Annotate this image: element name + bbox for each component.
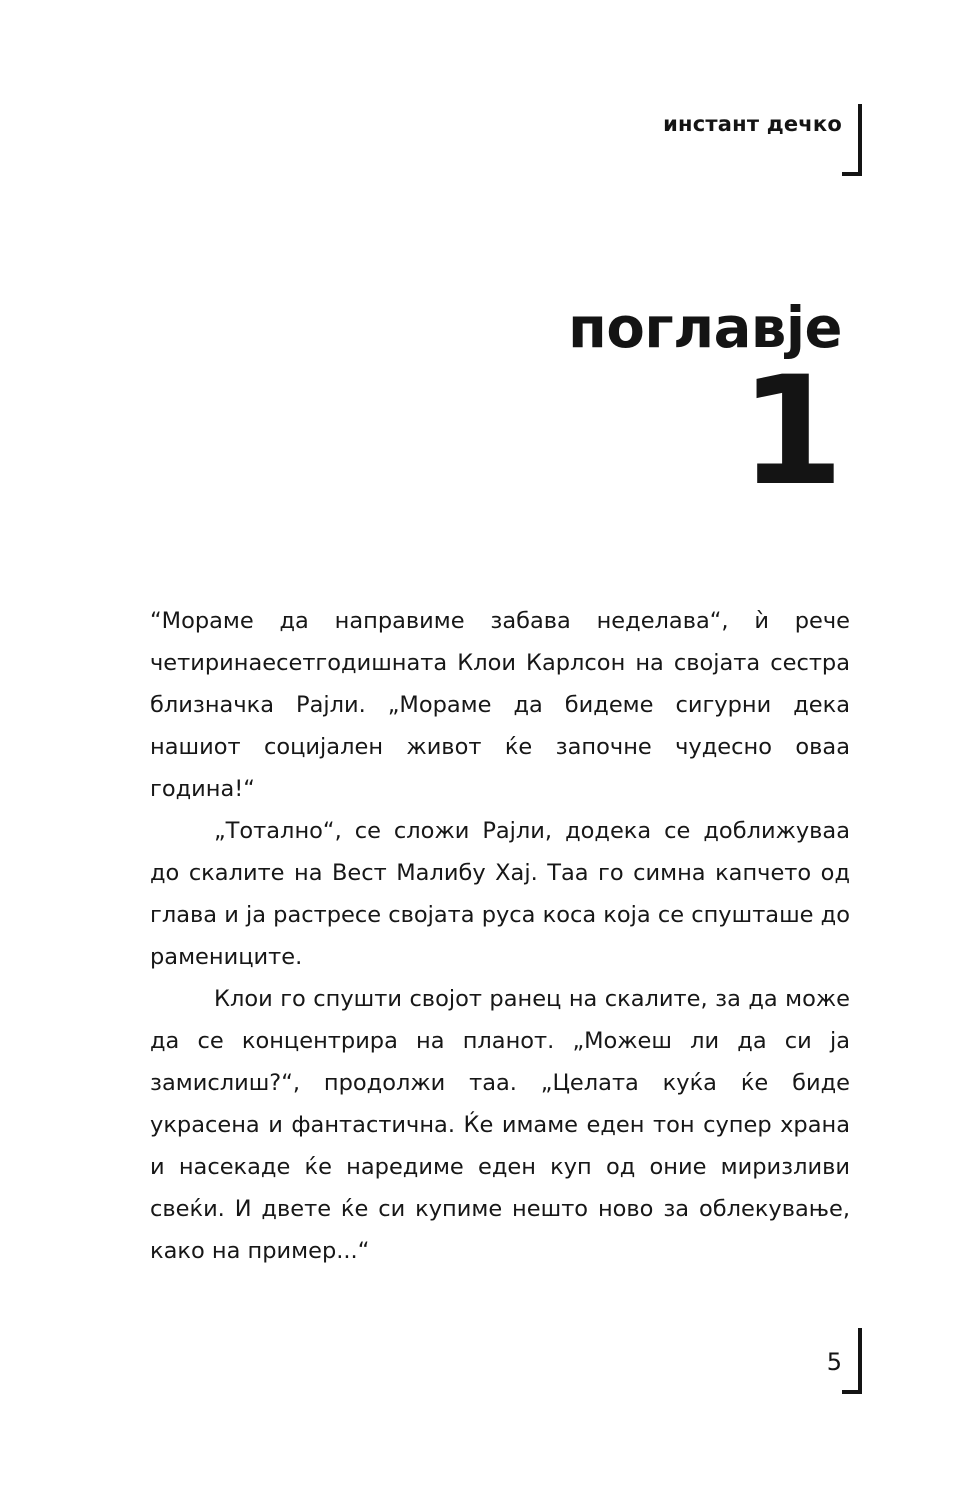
chapter-number: 1 (739, 345, 842, 520)
chapter-label: поглавје (568, 296, 842, 361)
running-head: инстант дечко (663, 112, 842, 136)
page-number: 5 (826, 1348, 842, 1376)
decorative-rule-bottom-foot (842, 1390, 862, 1394)
paragraph: „Тотално“, се сложи Рајли, додека се доближуваа до скалите на Вест Малибу Хај. Таа го симна капчето од глава и ја растресе својата руса коса која се спушташе до рамениците. (150, 818, 850, 970)
decorative-rule-top-foot (842, 172, 862, 176)
paragraph: Клои го спушти својот ранец на скалите, за да може да се концентрира на планот. „Можеш ли да си ја замислиш?“, продолжи таа. „Целата куќа ќе биде украсена и фантастична. Ќе имаме еден тон супер храна и насекаде ќе наредиме еден куп од оние миризливи свеќи. И двете ќе си купиме нешто ново за облекување, како на пример...“ (150, 986, 850, 1264)
decorative-rule-bottom (858, 1328, 862, 1394)
chapter-heading (568, 296, 842, 520)
decorative-rule-top (858, 104, 862, 176)
body-text (150, 600, 850, 1272)
paragraph: “Мораме да направиме забава неделава“, ѝ рече четиринаесетгодишната Клои Карлсон на својата сестра близначка Рајли. „Мораме да бидеме сигурни дека нашиот социјален живот ќе започне чудесно оваа година!“ (150, 608, 850, 802)
